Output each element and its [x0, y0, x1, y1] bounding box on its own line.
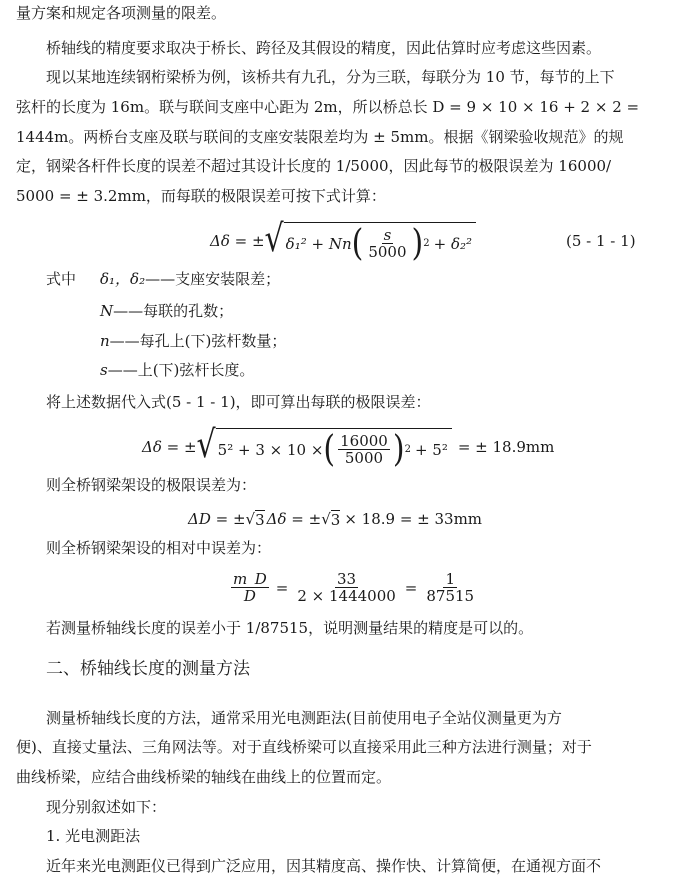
text-line: 若测量桥轴线长度的误差小于 1/87515，说明测量结果的精度是可以的。 [46, 619, 534, 637]
equation-relative-error [228, 566, 479, 610]
frac-numerator: s [383, 225, 392, 244]
equation-total-error [188, 505, 482, 533]
fraction [366, 227, 408, 261]
eq-result: = ± 18.9mm [457, 438, 555, 456]
frac-numerator: m_D [233, 570, 267, 588]
paren-close: ) [392, 427, 405, 470]
eq-result: × 18.9 = ± 33mm [344, 510, 483, 528]
def-symbol: s [100, 361, 108, 379]
text-line: 现分别叙述如下： [46, 798, 167, 816]
text-line: 定，钢梁各杆件长度的误差不超过其设计长度的 1/5000，因此每节的极限误差为 16000/ [16, 157, 612, 175]
eq-lhs: Δδ = ± [142, 438, 197, 456]
equals-sign: = [404, 579, 418, 597]
text-line: 弦杆的长度为 16m。联与联间支座中心距为 2m，所以桥总长 D = 9 × 10 × 16 + 2 × 2 = [16, 98, 640, 116]
eq-term: + 5² [414, 440, 448, 459]
radical-sign: √ [196, 422, 216, 467]
def-text: ——上(下)弦杆长度。 [107, 361, 255, 379]
fraction [424, 571, 476, 605]
sqrt-value: 3 [255, 510, 265, 529]
frac-denominator: 87515 [426, 587, 475, 605]
definition-item [100, 300, 233, 322]
frac-denominator: 5000 [368, 242, 407, 261]
where-label: 式中 [46, 270, 77, 288]
sqrt-value: 3 [330, 510, 341, 529]
paren-open: ( [351, 221, 364, 264]
text-line: 将上述数据代入式(5 - 1 - 1)，即可算出每联的极限误差： [46, 393, 431, 411]
fraction [338, 433, 390, 467]
text-line: 5000 = ± 3.2mm，而每联的极限误差可按下式计算： [16, 187, 386, 205]
definition-item [100, 359, 254, 381]
definition-item [100, 268, 280, 290]
frac-denominator: D [243, 587, 256, 605]
def-symbol: δ₁，δ₂ [100, 270, 146, 288]
sqrt-sign: √ [321, 510, 331, 528]
equation-5-1-1 [210, 218, 476, 264]
fraction [295, 571, 397, 605]
sqrt-group [196, 422, 452, 470]
text-line: 1444m。两桥台支座及联与联间的支座安装限差均为 ± 5mm。根据《钢梁验收规范》的规 [16, 128, 624, 146]
def-symbol: N [100, 302, 114, 320]
text-line: 测量桥轴线长度的方法，通常采用光电测距法(目前使用电子全站仪测量更为方 [46, 709, 562, 727]
eq-term: + δ₂² [433, 234, 473, 253]
def-symbol: n [100, 332, 110, 350]
eq-term: 5² + 3 × 10 × [217, 440, 324, 459]
subsection-heading: 1. 光电测距法 [46, 827, 141, 845]
sqrt-sign: √ [245, 510, 256, 528]
text-line: 桥轴线的精度要求取决于桥长、跨径及其假设的精度，因此估算时应考虑这些因素。 [46, 39, 602, 57]
frac-numerator: 16000 [340, 431, 388, 450]
frac-denominator: 5000 [344, 448, 384, 467]
text-line: 则全桥钢梁架设的相对中误差为： [46, 539, 272, 557]
text-line: 则全桥钢梁架设的极限误差为： [46, 476, 257, 494]
text-line: 近年来光电测距仪已得到广泛应用，因其精度高、操作快、计算简便，在通视方面不 [46, 857, 602, 875]
equals-sign: = [275, 579, 289, 597]
paren-close: ) [411, 221, 424, 264]
equation-substitution [142, 424, 554, 470]
radicand [284, 221, 476, 264]
radicand [216, 427, 452, 470]
definition-item [100, 330, 286, 352]
exponent: 2 [423, 238, 430, 249]
def-text: ——支座安装限差； [145, 270, 281, 288]
def-text: ——每孔上(下)弦杆数量； [109, 332, 287, 350]
sqrt-group [264, 216, 476, 264]
fraction [231, 571, 269, 605]
eq-mid: Δδ = ± [266, 510, 322, 528]
frac-numerator: 33 [337, 570, 357, 588]
text-line: 现以某地连续钢桁梁桥为例，该桥共有九孔，分为三联，每联分为 10 节，每节的上下 [46, 68, 615, 86]
eq-lhs: ΔD = ± [188, 510, 246, 528]
text-line: 便)、直接丈量法、三角网法等。对于直线桥梁可以直接采用此三种方法进行测量；对于 [16, 738, 592, 756]
eq-term: δ₁² + Nn [285, 234, 352, 253]
paren-open: ( [323, 427, 336, 470]
equation-label: (5 - 1 - 1) [566, 232, 636, 250]
frac-denominator: 2 × 1444000 [297, 587, 396, 605]
section-heading: 二、桥轴线长度的测量方法 [46, 659, 250, 679]
frac-numerator: 1 [445, 570, 455, 588]
radical-sign: √ [264, 216, 284, 261]
text-line: 曲线桥梁，应结合曲线桥梁的轴线在曲线上的位置而定。 [16, 768, 392, 786]
def-text: ——每联的孔数； [113, 302, 234, 320]
eq-lhs: Δδ = ± [210, 232, 265, 250]
text-line: 量方案和规定各项测量的限差。 [16, 4, 227, 22]
exponent: 2 [404, 444, 411, 455]
